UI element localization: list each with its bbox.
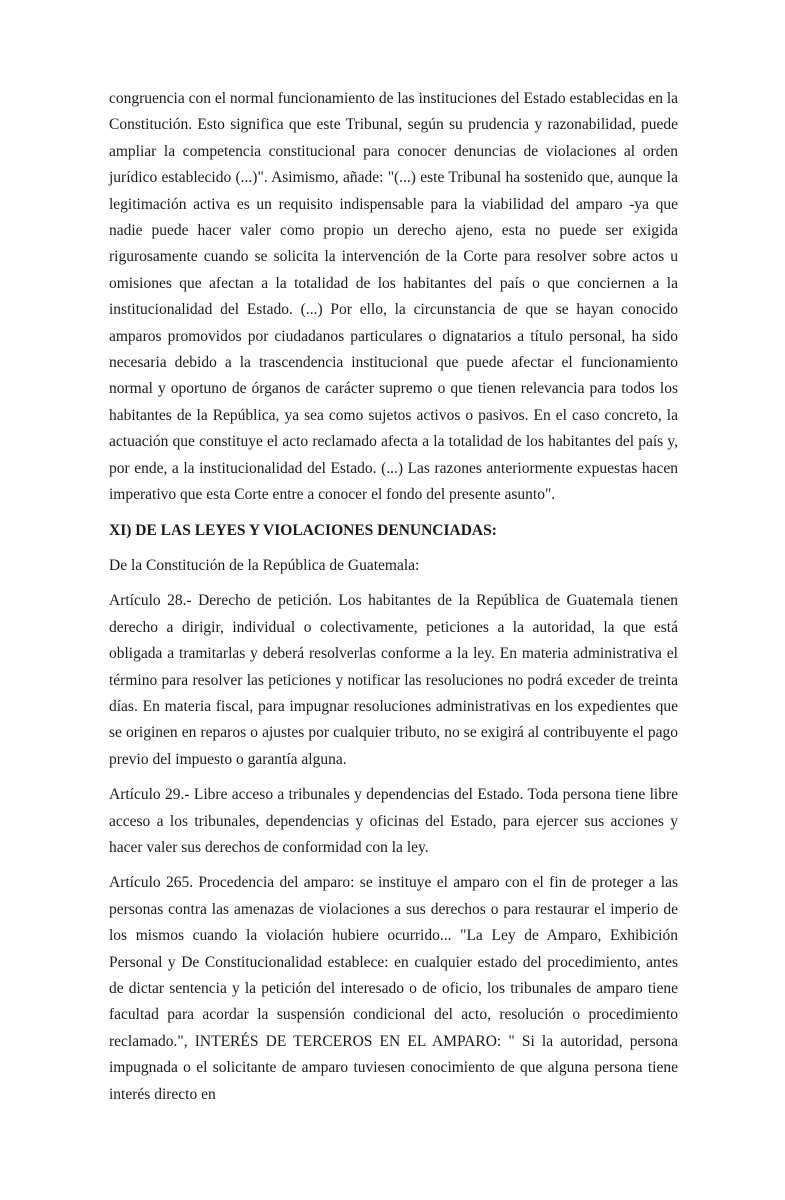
- document-page: [109, 86, 678, 1117]
- paragraph-constitution-intro: De la Constitución de la República de Guatemala:: [109, 556, 420, 574]
- section-heading-laws-violations: XI) DE LAS LEYES Y VIOLACIONES DENUNCIADAS:: [109, 521, 497, 539]
- paragraph-constitutional-reasoning: congruencia con el normal funcionamiento de las instituciones del Estado establecidas en la Constitución. Esto significa que este Tribunal, según su prudencia y razonabilidad, puede ampliar la competencia constitucional para conocer denuncias de violaciones al orden jurídico establecido (...)". Asimismo, añade: "(...) este Tribunal ha sostenido que, aunque la legitimación activa es un requisito indispensable para la viabilidad del amparo -ya que nadie puede hacer valer como propio un derecho ajeno, esta no puede ser exigida rigurosamente cuando se solicita la intervención de la Corte para resolver sobre actos u omisiones que afectan a la totalidad de los habitantes del país o que conciernen a la institucionalidad del Estado. (...) Por ello, la circunstancia de que se hayan conocido amparos promovidos por ciudadanos particulares o dignatarios a título personal, ha sido necesaria debido a la trascendencia institucional que puede afectar el funcionamiento normal y oportuno de órganos de carácter supremo o que tienen relevancia para todos los habitantes de la República, ya sea como sujetos activos o pasivos. En el caso concreto, la actuación que constituye el acto reclamado afecta a la totalidad de los habitantes del país y, por ende, a la institucionalidad del Estado. (...) Las razones anteriormente expuestas hacen imperativo que esta Corte entre a conocer el fondo del presente asunto".: [109, 90, 679, 504]
- paragraph-article-29: Artículo 29.- Libre acceso a tribunales y dependencias del Estado. Toda persona tiene libre acceso a los tribunales, dependencias y oficinas del Estado, para ejercer sus acciones y hacer valer sus derechos de conformidad con la ley.: [109, 786, 678, 856]
- paragraph-article-265: Artículo 265. Procedencia del amparo: se instituye el amparo con el fin de proteger a las personas contra las amenazas de violaciones a sus derechos o para restaurar el imperio de los mismos cuando la violación hubiere ocurrido... "La Ley de Amparo, Exhibición Personal y De Constitucionalidad establece: en cualquier estado del procedimiento, antes de dictar sentencia y la petición del interesado o de oficio, los tribunales de amparo tiene facultad para acordar la suspensión condicional del acto, resolución o procedimiento reclamado.", INTERÉS DE TERCEROS EN EL AMPARO: " Si la autoridad, persona impugnada o el solicitante de amparo tuviesen conocimiento de que alguna persona tiene interés directo en: [109, 874, 678, 1103]
- paragraph-article-28: Artículo 28.- Derecho de petición. Los habitantes de la República de Guatemala tienen derecho a dirigir, individual o colectivamente, peticiones a la autoridad, la que está obligada a tramitarlas y deberá resolverlas conforme a la ley. En materia administrativa el término para resolver las peticiones y notificar las resoluciones no podrá exceder de treinta días. En materia fiscal, para impugnar resoluciones administrativas en los expedientes que se originen en reparos o ajustes por cualquier tributo, no se exigirá al contribuyente el pago previo del impuesto o garantía alguna.: [109, 592, 678, 768]
